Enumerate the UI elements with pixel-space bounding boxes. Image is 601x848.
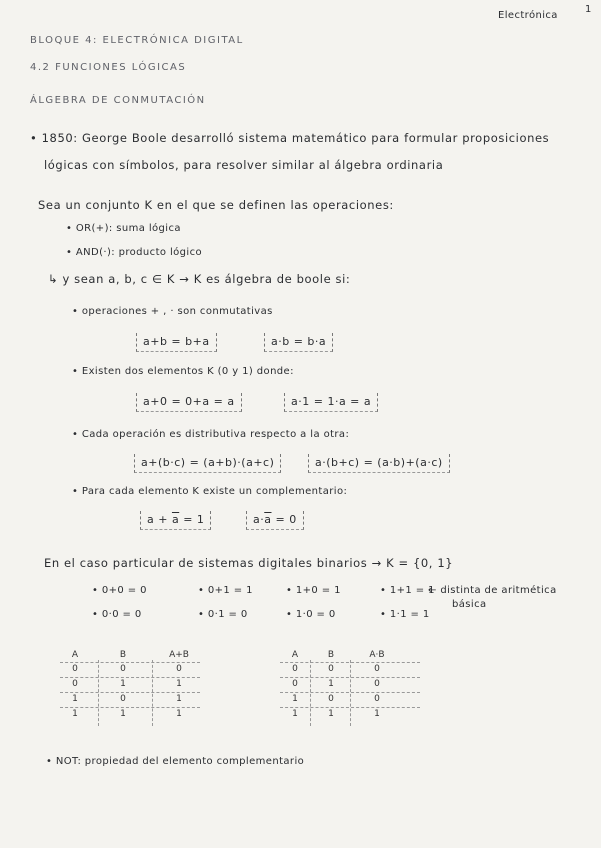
cell: 1 xyxy=(328,709,334,719)
cell: 0 xyxy=(292,679,298,689)
cell: 0 xyxy=(374,664,380,674)
or-header-a: A xyxy=(71,650,79,660)
or-table-header xyxy=(60,650,200,662)
note-line-2: básica xyxy=(452,599,487,610)
distributive-label: • Cada operación es distributiva respecto a la otra: xyxy=(72,429,350,440)
cell: 1 xyxy=(72,694,78,704)
cell: 0 xyxy=(120,694,126,704)
cell: 0 xyxy=(120,664,126,674)
commutative-sum-box: a+b = b+a xyxy=(136,333,217,352)
or-header-ab: A+B xyxy=(169,650,189,660)
cell: 0 xyxy=(72,679,78,689)
or-divider xyxy=(60,677,200,678)
complement-sum-box xyxy=(140,511,211,530)
cell: 0 xyxy=(374,694,380,704)
neutral-sum-box: a+0 = 0+a = a xyxy=(136,393,242,412)
prod-0-0: • 0·0 = 0 xyxy=(92,609,142,620)
and-header-a: A xyxy=(291,650,299,660)
cell: 0 xyxy=(72,664,78,674)
complement-label: • Para cada elemento K existe un complementario: xyxy=(72,486,348,497)
cell: 1 xyxy=(328,679,334,689)
section-heading: 4.2 FUNCIONES LÓGICAS xyxy=(30,62,187,73)
complement-product-left: a· xyxy=(253,513,265,526)
intro-line-2: lógicas con símbolos, para resolver similar al álgebra ordinaria xyxy=(44,158,444,172)
cell: 0 xyxy=(374,679,380,689)
cell: 1 xyxy=(176,694,182,704)
cell: 1 xyxy=(120,679,126,689)
table-row xyxy=(60,694,200,706)
or-divider xyxy=(60,692,200,693)
or-header-b: B xyxy=(119,650,127,660)
complement-product-right: = 0 xyxy=(271,513,297,526)
and-truth-table xyxy=(280,650,420,726)
or-col-divider xyxy=(98,660,99,726)
cell: 1 xyxy=(176,679,182,689)
and-header-b: B xyxy=(327,650,335,660)
and-header-ab: A·B xyxy=(369,650,385,660)
operation-and: • AND(·): producto lógico xyxy=(66,247,203,258)
prod-0-1: • 0·1 = 0 xyxy=(198,609,248,620)
boole-condition: ↳ y sean a, b, c ∈ K → K es álgebra de boole si: xyxy=(48,272,351,286)
or-divider xyxy=(60,707,200,708)
or-col-divider xyxy=(152,660,153,726)
neutral-product-box: a·1 = 1·a = a xyxy=(284,393,378,412)
commutative-label: • operaciones + , · son conmutativas xyxy=(72,306,273,317)
page-number: 1 xyxy=(585,4,592,15)
cell: 0 xyxy=(176,664,182,674)
complement-sum-left: a + xyxy=(147,513,172,526)
set-definition: Sea un conjunto K en el que se definen las operaciones: xyxy=(38,198,394,212)
cell: 0 xyxy=(292,664,298,674)
block-heading: BLOQUE 4: ELECTRÓNICA DIGITAL xyxy=(30,35,244,46)
note-line-1: ← distinta de aritmética xyxy=(428,585,557,596)
complement-sum-right: = 1 xyxy=(179,513,205,526)
cell: 1 xyxy=(120,709,126,719)
binary-case: En el caso particular de sistemas digitales binarios → K = {0, 1} xyxy=(44,556,454,570)
and-col-divider xyxy=(350,660,351,726)
table-row xyxy=(60,664,200,676)
sum-1-0: • 1+0 = 1 xyxy=(286,585,341,596)
or-divider xyxy=(60,662,200,663)
prod-1-1: • 1·1 = 1 xyxy=(380,609,430,620)
operation-or: • OR(+): suma lógica xyxy=(66,223,181,234)
complement-product-abar: $\overline{a}$ xyxy=(264,513,272,526)
neutral-label: • Existen dos elementos K (0 y 1) donde: xyxy=(72,366,294,377)
or-truth-table xyxy=(60,650,200,726)
distributive-box-2: a·(b+c) = (a·b)+(a·c) xyxy=(308,454,450,473)
intro-line-1: • 1850: George Boole desarrolló sistema matemático para formular proposiciones xyxy=(30,131,550,145)
and-col-divider xyxy=(310,660,311,726)
sum-0-1: • 0+1 = 1 xyxy=(198,585,253,596)
sum-0-0: • 0+0 = 0 xyxy=(92,585,147,596)
cell: 0 xyxy=(328,664,334,674)
table-row xyxy=(60,709,200,721)
complement-product-box xyxy=(246,511,304,530)
cell: 1 xyxy=(176,709,182,719)
distributive-box-1: a+(b·c) = (a+b)·(a+c) xyxy=(134,454,281,473)
cell: 1 xyxy=(374,709,380,719)
cell: 1 xyxy=(292,709,298,719)
topic-heading: ÁLGEBRA DE CONMUTACIÓN xyxy=(30,95,206,106)
not-line: • NOT: propiedad del elemento complementario xyxy=(46,756,305,767)
subject-label: Electrónica xyxy=(498,10,558,21)
cell: 1 xyxy=(72,709,78,719)
cell: 0 xyxy=(328,694,334,704)
complement-sum-abar: $\overline{a}$ xyxy=(171,513,180,526)
table-row xyxy=(60,679,200,691)
sum-1-1: • 1+1 = 1 xyxy=(380,585,435,596)
commutative-product-box: a·b = b·a xyxy=(264,333,333,352)
prod-1-0: • 1·0 = 0 xyxy=(286,609,336,620)
cell: 1 xyxy=(292,694,298,704)
